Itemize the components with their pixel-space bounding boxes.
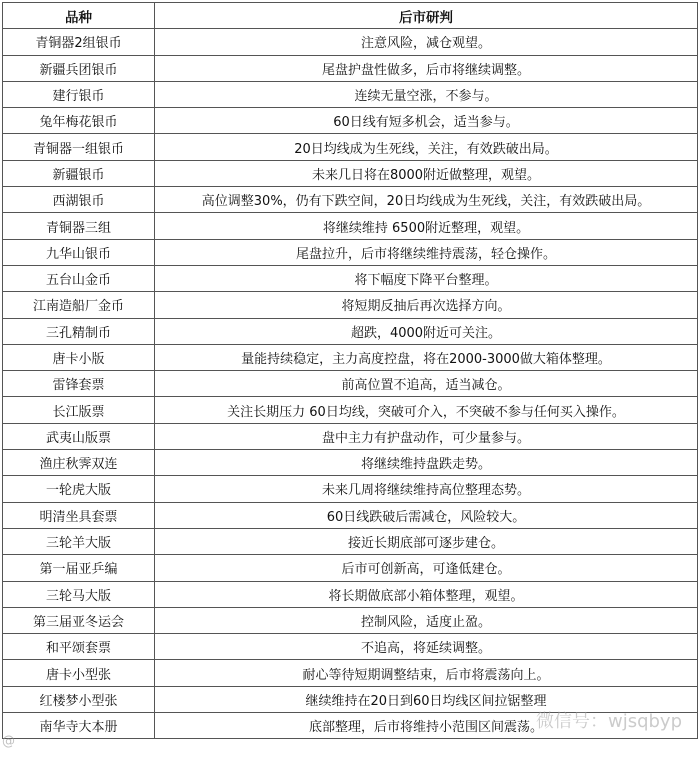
outlook-cell: 接近长期底部可逐步建仓。 bbox=[155, 528, 698, 554]
outlook-cell: 60日线有短多机会，适当参与。 bbox=[155, 108, 698, 134]
outlook-cell: 注意风险，减仓观望。 bbox=[155, 29, 698, 55]
variety-cell: 九华山银币 bbox=[3, 239, 155, 265]
table-row bbox=[3, 213, 698, 239]
variety-cell: 新疆银币 bbox=[3, 160, 155, 186]
table-row bbox=[3, 502, 698, 528]
variety-cell: 建行银币 bbox=[3, 81, 155, 107]
variety-cell: 江南造船厂金币 bbox=[3, 292, 155, 318]
table-row bbox=[3, 397, 698, 423]
variety-cell: 雷锋套票 bbox=[3, 371, 155, 397]
header-outlook: 后市研判 bbox=[155, 3, 698, 29]
table-row bbox=[3, 660, 698, 686]
variety-cell: 青铜器三组 bbox=[3, 213, 155, 239]
outlook-cell: 前高位置不追高，适当减仓。 bbox=[155, 371, 698, 397]
table-row bbox=[3, 29, 698, 55]
table-row bbox=[3, 108, 698, 134]
outlook-cell: 不追高，将延续调整。 bbox=[155, 634, 698, 660]
table-row bbox=[3, 81, 698, 107]
outlook-cell: 将继续维持 6500附近整理，观望。 bbox=[155, 213, 698, 239]
outlook-cell: 60日线跌破后需减仓，风险较大。 bbox=[155, 502, 698, 528]
outlook-cell: 继续维持在20日到60日均线区间拉锯整理 bbox=[155, 686, 698, 712]
outlook-cell: 量能持续稳定，主力高度控盘，将在2000-3000做大箱体整理。 bbox=[155, 344, 698, 370]
variety-cell: 明清坐具套票 bbox=[3, 502, 155, 528]
table-header-row bbox=[3, 3, 698, 29]
variety-cell: 南华寺大本册 bbox=[3, 713, 155, 739]
table-row bbox=[3, 265, 698, 291]
table-row bbox=[3, 423, 698, 449]
variety-cell: 三轮羊大版 bbox=[3, 528, 155, 554]
variety-cell: 和平颂套票 bbox=[3, 634, 155, 660]
outlook-cell: 耐心等待短期调整结束，后市将震荡向上。 bbox=[155, 660, 698, 686]
table-row bbox=[3, 528, 698, 554]
variety-cell: 西湖银币 bbox=[3, 187, 155, 213]
variety-cell: 唐卡小版 bbox=[3, 344, 155, 370]
outlook-cell: 20日均线成为生死线，关注，有效跌破出局。 bbox=[155, 134, 698, 160]
variety-cell: 第三届亚冬运会 bbox=[3, 607, 155, 633]
outlook-cell: 尾盘拉升，后市将继续维持震荡，轻仓操作。 bbox=[155, 239, 698, 265]
table-row bbox=[3, 239, 698, 265]
table-row bbox=[3, 607, 698, 633]
table-row bbox=[3, 476, 698, 502]
variety-cell: 红楼梦小型张 bbox=[3, 686, 155, 712]
watermark-wechat: 微信号：wjsqbyp bbox=[535, 711, 682, 732]
outlook-cell: 尾盘护盘性做多，后市将继续调整。 bbox=[155, 55, 698, 81]
table-row bbox=[3, 160, 698, 186]
variety-cell: 武夷山版票 bbox=[3, 423, 155, 449]
variety-cell: 青铜器2组银币 bbox=[3, 29, 155, 55]
table-row bbox=[3, 344, 698, 370]
outlook-cell: 未来几日将在8000附近做整理，观望。 bbox=[155, 160, 698, 186]
table-row bbox=[3, 134, 698, 160]
variety-cell: 兔年梅花银币 bbox=[3, 108, 155, 134]
table-row bbox=[3, 318, 698, 344]
outlook-cell: 高位调整30%，仍有下跌空间，20日均线成为生死线，关注，有效跌破出局。 bbox=[155, 187, 698, 213]
header-variety: 品种 bbox=[3, 3, 155, 29]
table-row bbox=[3, 581, 698, 607]
variety-cell: 渔庄秋霁双连 bbox=[3, 450, 155, 476]
variety-cell: 长江版票 bbox=[3, 397, 155, 423]
variety-cell: 三孔精制币 bbox=[3, 318, 155, 344]
variety-cell: 青铜器一组银币 bbox=[3, 134, 155, 160]
variety-cell: 第一届亚乒编 bbox=[3, 555, 155, 581]
variety-cell: 唐卡小型张 bbox=[3, 660, 155, 686]
market-outlook-table bbox=[2, 2, 698, 739]
table-row bbox=[3, 187, 698, 213]
table-row bbox=[3, 634, 698, 660]
table-row bbox=[3, 450, 698, 476]
outlook-cell: 将短期反抽后再次选择方向。 bbox=[155, 292, 698, 318]
outlook-cell: 将下幅度下降平台整理。 bbox=[155, 265, 698, 291]
table-row bbox=[3, 371, 698, 397]
table-row bbox=[3, 555, 698, 581]
outlook-cell: 超跌，4000附近可关注。 bbox=[155, 318, 698, 344]
variety-cell: 三轮马大版 bbox=[3, 581, 155, 607]
outlook-cell: 控制风险，适度止盈。 bbox=[155, 607, 698, 633]
variety-cell: 五台山金币 bbox=[3, 265, 155, 291]
outlook-cell: 将继续维持盘跌走势。 bbox=[155, 450, 698, 476]
outlook-cell: 盘中主力有护盘动作，可少量参与。 bbox=[155, 423, 698, 449]
table-body bbox=[3, 29, 698, 739]
outlook-cell: 后市可创新高，可逢低建仓。 bbox=[155, 555, 698, 581]
outlook-cell: 未来几周将继续维持高位整理态势。 bbox=[155, 476, 698, 502]
outlook-cell: 关注长期压力 60日均线，突破可介入，不突破不参与任何买入操作。 bbox=[155, 397, 698, 423]
table-row bbox=[3, 55, 698, 81]
outlook-cell: 底部整理，后市将维持小范围区间震荡。 bbox=[155, 713, 698, 739]
table-row bbox=[3, 292, 698, 318]
variety-cell: 一轮虎大版 bbox=[3, 476, 155, 502]
watermark-corner: @ bbox=[2, 734, 15, 749]
variety-cell: 新疆兵团银币 bbox=[3, 55, 155, 81]
outlook-cell: 将长期做底部小箱体整理，观望。 bbox=[155, 581, 698, 607]
outlook-cell: 连续无量空涨，不参与。 bbox=[155, 81, 698, 107]
